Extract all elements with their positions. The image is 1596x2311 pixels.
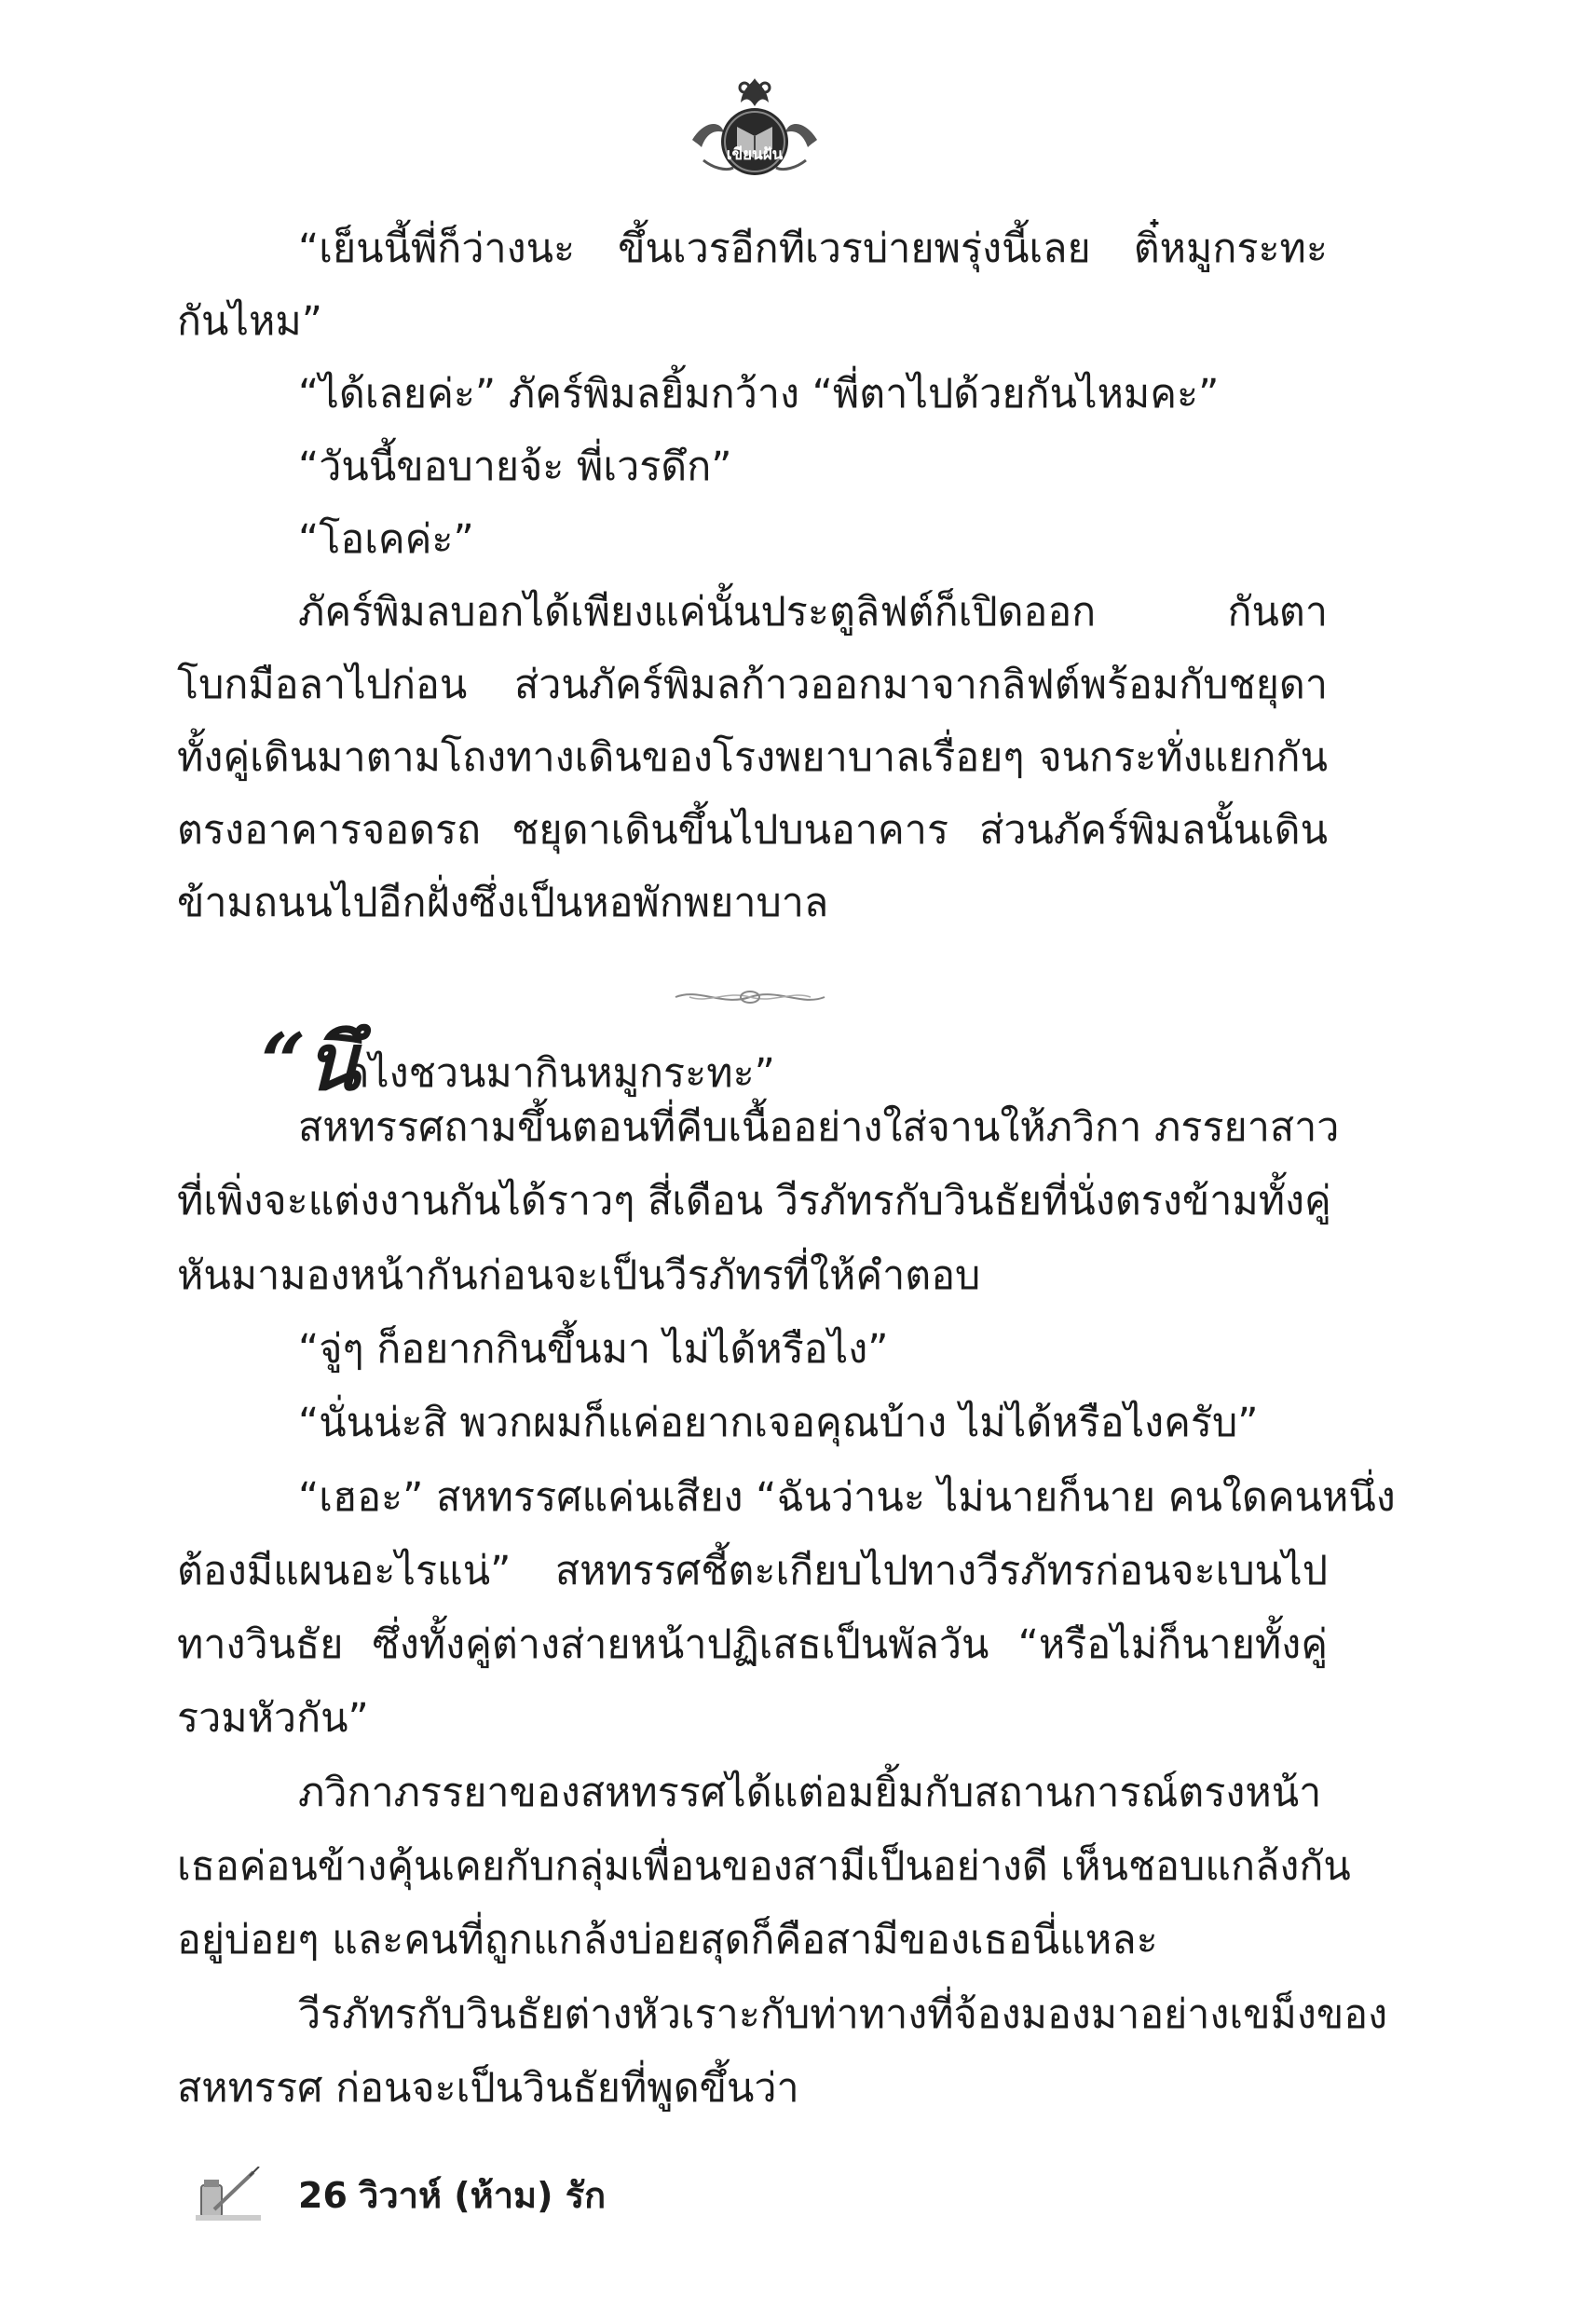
drop-cap-rest: กไงชวนมากินหมูกระทะ” <box>345 1050 775 1097</box>
publisher-emblem-icon <box>685 75 825 185</box>
text-line: สหทรรศ ก่อนจะเป็นวินธัยที่พูดขึ้นว่า <box>177 2064 799 2112</box>
text-line: รวมหัวกัน” <box>177 1695 369 1743</box>
text-line: ทั้งคู่เดินมาตามโถงทางเดินของโรงพยาบาลเรื่อยๆ จนกระทั่งแยกกัน <box>177 734 1328 781</box>
text-line: สหทรรศถามขึ้นตอนที่คีบเนื้ออย่างใส่จานให้ภวิกา ภรรยาสาว <box>298 1104 1340 1151</box>
text-line: “เฮอะ” สหทรรศแค่นเสียง “ฉันว่านะ ไม่นายก็นาย คนใดคนหนึ่ง <box>298 1473 1396 1521</box>
text-line: “ได้เลยค่ะ” ภัคร์พิมลยิ้มกว้าง “พี่ตาไปด้วยกันไหมคะ” <box>298 371 1220 417</box>
text-line: ตรงอาคารจอดรถ ชยุดาเดินขึ้นไปบนอาคาร ส่วนภัคร์พิมลนั้นเดิน <box>177 807 1328 854</box>
drop-cap-line <box>177 1016 1328 1108</box>
emblem-text: เขียนฝัน <box>726 145 784 164</box>
text-line: ที่เพิ่งจะแต่งงานกันได้ราวๆ สี่เดือน วีรภัทรกับวินธัยที่นั่งตรงข้ามทั้งคู่ <box>177 1178 1331 1225</box>
text-line: โบกมือลาไปก่อน ส่วนภัคร์พิมลก้าวออกมาจากลิฟต์พร้อมกับชยุดา <box>177 662 1328 708</box>
medical-supplies-icon <box>196 2167 261 2222</box>
text-line: ทางวินธัย ซึ่งทั้งคู่ต่างส่ายหน้าปฏิเสธเป็นพัลวัน “หรือไม่ก็นายทั้งคู่ <box>177 1621 1328 1669</box>
text-line: เธอค่อนข้างคุ้นเคยกับกลุ่มเพื่อนของสามีเป็นอย่างดี เห็นชอบแกล้งกัน <box>177 1843 1351 1890</box>
text-line: อยู่บ่อยๆ และคนที่ถูกแกล้งบ่อยสุดก็คือสามีของเธอนี่แหละ <box>177 1917 1158 1964</box>
text-line: ภวิกาภรรยาของสหทรรศได้แต่อมยิ้มกับสถานการณ์ตรงหน้า <box>298 1769 1322 1816</box>
book-title: วิวาห์ (ห้าม) รัก <box>359 2175 607 2216</box>
text-line: ต้องมีแผนอะไรแน่” สหทรรศชี้ตะเกียบไปทางวีรภัทรก่อนจะเบนไป <box>177 1547 1328 1594</box>
page-number: 26 <box>298 2175 348 2216</box>
text-line: หันมามองหน้ากันก่อนจะเป็นวีรภัทรที่ให้คำตอบ <box>177 1251 981 1299</box>
text-line: “โอเคค่ะ” <box>298 516 474 563</box>
text-line: “นั่นน่ะสิ พวกผมก็แค่อยากเจอคุณบ้าง ไม่ได้หรือไงครับ” <box>298 1400 1259 1447</box>
text-line: “วันนี้ขอบายจ้ะ พี่เวรดึก” <box>298 444 732 490</box>
text-line: วีรภัทรกับวินธัยต่างหัวเราะกับท่าทางที่จ้องมองมาอย่างเขม็งของ <box>298 1990 1388 2038</box>
drop-cap-initial: “นึ <box>261 1016 360 1108</box>
ornament-divider-icon <box>671 983 829 1011</box>
text-line: ภัคร์พิมลบอกได้เพียงแค่นั้นประตูลิฟต์ก็เปิดออก กันตา <box>298 589 1328 636</box>
text-line: “เย็นนี้พี่ก็ว่างนะ ขึ้นเวรอีกทีเวรบ่ายพรุ่งนี้เลย ติ๋หมูกระทะ <box>298 226 1328 272</box>
text-line: “จู่ๆ ก็อยากกินขึ้นมา ไม่ได้หรือไง” <box>298 1325 889 1373</box>
text-line: ข้ามถนนไปอีกฝั่งซึ่งเป็นหอพักพยาบาล <box>177 880 829 926</box>
text-line: กันไหม” <box>177 298 323 345</box>
page-footer <box>196 2167 941 2222</box>
